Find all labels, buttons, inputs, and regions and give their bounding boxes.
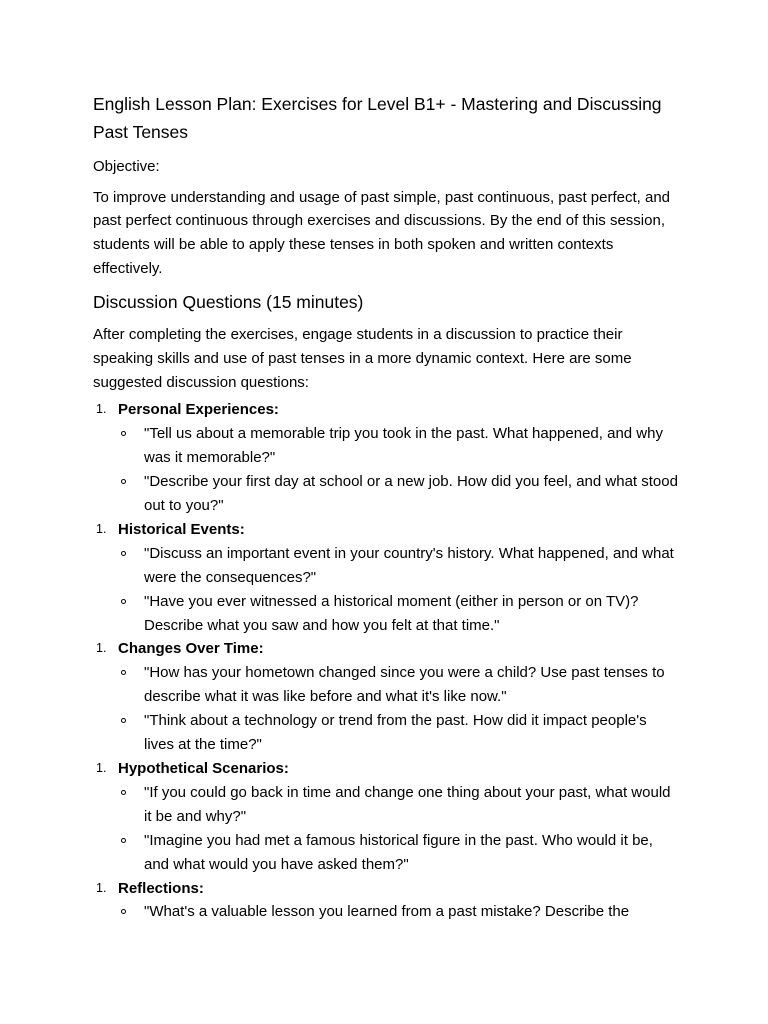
hollow-circle-bullet-icon — [121, 479, 126, 484]
question-text: "How has your hometown changed since you were a child? Use past tenses to describe what it was like before and what it's like now." — [144, 664, 665, 706]
discussion-question-list — [93, 398, 678, 924]
question-item — [118, 470, 678, 518]
question-text: "Tell us about a memorable trip you took in the past. What happened, and why was it memorable?" — [144, 425, 663, 467]
category-title: Changes Over Time: — [118, 640, 264, 658]
category-title: Hypothetical Scenarios: — [118, 760, 289, 778]
hollow-circle-bullet-icon — [121, 599, 126, 604]
question-text: "Have you ever witnessed a historical moment (either in person or on TV)? Describe what you saw and how you felt at that time." — [144, 592, 639, 634]
question-category — [93, 877, 678, 925]
question-item — [118, 542, 678, 590]
discussion-heading: Discussion Questions (15 minutes) — [93, 292, 364, 313]
question-sublist — [118, 661, 678, 757]
hollow-circle-bullet-icon — [121, 551, 126, 556]
question-item — [118, 829, 678, 877]
category-title: Reflections: — [118, 879, 204, 897]
question-item — [118, 900, 678, 924]
question-item — [118, 590, 678, 638]
question-category — [93, 637, 678, 757]
question-item — [118, 709, 678, 757]
hollow-circle-bullet-icon — [121, 838, 126, 843]
hollow-circle-bullet-icon — [121, 790, 126, 795]
question-sublist — [118, 542, 678, 638]
hollow-circle-bullet-icon — [121, 670, 126, 675]
list-number: 1. — [96, 880, 107, 895]
question-sublist — [118, 900, 678, 924]
question-text: "Imagine you had met a famous historical figure in the past. Who would it be, and what would you have asked them?" — [144, 831, 653, 873]
objective-label: Objective: — [93, 158, 160, 175]
question-category — [93, 757, 678, 877]
question-category — [93, 398, 678, 518]
question-text: "If you could go back in time and change one thing about your past, what would it be and why?" — [144, 783, 671, 825]
hollow-circle-bullet-icon — [121, 909, 126, 914]
document-title: English Lesson Plan: Exercises for Level B1+ - Mastering and Discussing Past Tenses — [93, 94, 662, 142]
question-category — [93, 518, 678, 638]
question-item — [118, 661, 678, 709]
discussion-intro: After completing the exercises, engage students in a discussion to practice their speaking skills and use of past tenses in a more dynamic context. Here are some suggested discussion questions: — [93, 326, 632, 391]
question-text: "What's a valuable lesson you learned from a past mistake? Describe the — [144, 903, 630, 921]
list-number: 1. — [96, 521, 107, 536]
category-title: Personal Experiences: — [118, 401, 279, 419]
objective-text: To improve understanding and usage of past simple, past continuous, past perfect, and past perfect continuous through exercises and discussions. By the end of this session, students will be able to apply these tenses in both spoken and written contexts effectively. — [93, 188, 671, 277]
question-text: "Describe your first day at school or a new job. How did you feel, and what stood out to you?" — [144, 473, 678, 515]
list-number: 1. — [96, 641, 107, 656]
question-text: "Discuss an important event in your country's history. What happened, and what were the consequences?" — [144, 544, 674, 586]
question-text: "Think about a technology or trend from the past. How did it impact people's lives at the time?" — [144, 712, 647, 754]
list-number: 1. — [96, 761, 107, 776]
hollow-circle-bullet-icon — [121, 718, 126, 723]
category-title: Historical Events: — [118, 520, 245, 538]
document-page — [93, 91, 678, 924]
list-number: 1. — [96, 402, 107, 417]
question-item — [118, 422, 678, 470]
question-item — [118, 781, 678, 829]
question-sublist — [118, 781, 678, 877]
hollow-circle-bullet-icon — [121, 431, 126, 436]
question-sublist — [118, 422, 678, 518]
